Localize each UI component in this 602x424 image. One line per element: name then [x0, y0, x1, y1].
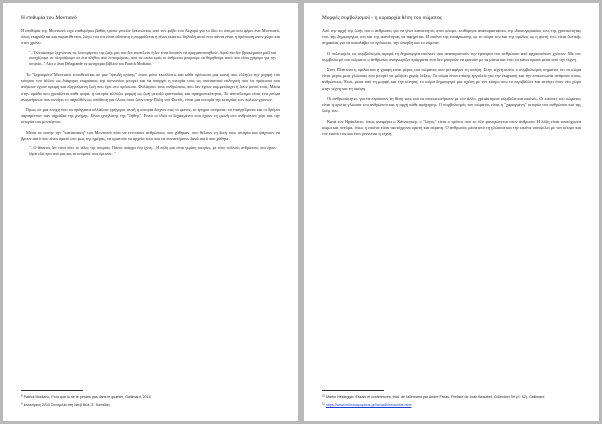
- right-footnote-1-text: Martin Heidegger, Essais et conférences, trad. de l'allemand par André Préau. Préface de Jean Beaufret, Collection Tel (n° 52), Gallimard: [326, 395, 545, 400]
- left-paragraph-3: Όμως σε μια εποχή που τα πράγματα αλλάζουν γρήγορα, αυτή η ιστορία δείχνει πως οι φωνές, οι έρημοι ονόματα, τα επαγγέλματα και οι δρόμοι παραμένουν σαν σημάδια της μνήμης. Είναι ιχνηλάτης της "λήθης". Είναι οι ίδιοι οι ξεχασμένοι που έχουν τη φωνή στο ανθρώπινο χέρι και την ιστορία του μοντέρνου.: [21, 107, 280, 125]
- left-paragraph-2: Το "ξεχασμένο"Μοντιανό τοποθετείται σε μια "ψευδή κρίσης" όπου μόνο εκτελίστω και κάθε πρόσωπο μια κοινή που έλληζει την μορφή του κόσμου του άλλου ως διάφορες εκφράσεις της κοινωνίας μπορεί και να υπάρχει η ιστορία τους ως ουσιαστικά εκλογική που τα πρόσωπα που ανήκουν έχουν κρυφή και εξηγούμενη ζωή που έχει στο πρόσωπο. Φυλάγουν τους ανθρώπους που δεν έχουν συμμετάσχει ή ζουν μονοί τους. Μέσα στην ομάδα που χρειάζεται κάθε φορά, η ιστορία αλλάζει μορφή ως ζωή μεταξύ φαντασίας και πραγματικότητας. Το αποτέλεσμα είναι ένα ρεύμα αναμνήσεων που ανοίγει το παρελθόν ως υπόθεση για όλους όσοι ζουν στην Πόλη του Φωτός, είναι μια ιστορία της ιστορίας των παλιών χρόνων.: [21, 72, 280, 102]
- right-footnote-2: $^{11}$ https://www.mikrosapoplous.gr/heraclit/heraclitus.html: [322, 401, 412, 408]
- footnote-link[interactable]: https://www.mikrosapoplous.gr/heraclit/heraclitus.html: [325, 403, 412, 408]
- right-paragraph-2: Ο πολιτισμός ως συμβολισμός αφορά τη δημιουργία εικόνων που αναπαριστούν την εμπειρία του ανθρώπου από αρχαιοτάτων χρόνων. Με τον συμβολισμό του σώματος ο άνθρωπος αναγνωρίζει πράγματα που δεν μπορούν να φανούν με τα μάτια και έτσι τα κάνει ορατά μέσα από την τέχνη.: [322, 50, 581, 62]
- right-paragraph-4: Οι ανθρωπότητες, για να περάσουν τη θέση τους και να επικοινωνήσουν με τον άλλο, χρειάστηκαν σύμβολα και εικόνες. Οι εικόνες του σώματος είναι η πρώτη γλώσσα του ανθρώπου και η αρχή κάθε αφήγησης. Ο συμβολισμός του σώματος είναι η "χαραγμένη" ιστορία του ανθρώπου και της ζωής του.: [322, 95, 581, 114]
- left-footnote-2-text: Ιανουάριος 2010 Συνομιλία στη Ντεβ Βιλέ, Ε. Καναδάς: [23, 403, 110, 408]
- right-page-heading: Μορφές συμβολισμού - η κυριαρχία θέση του σώματος: [322, 15, 442, 21]
- left-page-content: [21, 15, 280, 162]
- footnote-divider: [322, 390, 384, 391]
- left-paragraph-4: Μέσα σε αυτήν την "κατάσταση" του Μοντιανό πάει να εντοπίσει ανθρώπους που χάθηκαν, που θέλουν τη δική τους ιστορία και ψάχνουν να βρουν αυτό που είναι ορατό στο φως της ημέρας, να κρατούν τα αρχεία τους και να συναντήσουν ξανά αυτό που χάθηκε.: [21, 129, 280, 141]
- left-page: [3, 3, 298, 421]
- footnote-divider: [21, 390, 83, 391]
- right-footnote-1: $^{10}$ Martin Heidegger, Essais et conférences, trad. de l'allemand par André Préau. Préface de Jean Beaufret, Collection Tel (n° 52), Gallimard: [322, 393, 545, 400]
- left-footnotes: [21, 390, 280, 411]
- left-paragraph-1: Η επιθυμία της Μοντιανό είχε επιθυμήσει βαθύς τρόπο γενεών ξεκινώντας από τον φόβο του Λεχαρό για το ίδιο το όπομο που φέρει ένα Μοντιανό, όπως εκφράζεται και παρατίθενται, λόγω του ότι είναι αδύνατη η εκφράζεται ή είναι εκάστω, δηλαδή αυτό που πάντα είναι η πρόσωση στον χώρο και στον χρόνο.: [21, 28, 280, 46]
- right-paragraph-1: Από την αρχή της ζωής του ο άνθρωπος για να γίνει κατανοητός στον κόσμο, επιθύμησε αναπαραστάσεις της ιδιοσυγκρασίας του, της χρονικότητας του, της δημιουργίας του και της ικανότητας να αφηγείται. Η εικόνα της ενσάρκωσης ως το σώμα του και της ομιλίας ως η φωνή του, είναι ζωτικής σημασίας για να καταλάβει το πρόσωπο, την ύπαρξη και το σύμπαν.: [322, 28, 581, 46]
- left-quote-1: "...Τελειώσουμε ξεχνώντας τις λεπτομέρειες της ζωής μας που δεν αποτελούν ή δεν είναι δυνατόν να πραγματοποιηθούν. Αφού πια δεν βρισκόμαστε μαζί και συνεχίζουμε να πλησιάζουμε σε ένα πλήθος από λεπτομέρειες, από τα οποία εμείς οι άνθρωποι μπορούμε να θυμηθούμε αυτό που είναι χρήσιμο για την ιστορία..." Λέει ο Jean Delagrande σε κατηγορία βιβλίου του Patrick Modiano.: [29, 50, 276, 66]
- left-footnote-2: $^9$ Ιανουάριος 2010 Συνομιλία στη Ντεβ Βιλέ, Ε. Καναδάς: [21, 401, 110, 408]
- left-footnote-1-text: Patrick Modiano, Pour que tu ne te perdes pas dans le quartier, Gallimard, 2014: [23, 395, 151, 400]
- left-page-heading: Η επιθυμία του Μοντιανό: [21, 15, 77, 21]
- right-paragraph-5: Κατά τον Ηράκλειτο, όπως αναφέρει ο Χάιντεγκερ, ο "λόγος" είναι ο τρόπος που το όλο φανερώνεται στον άνθρωπο. Η λέξη είναι ταυτόχρονα σώμα και πνεύμα, όπως η εικόνα είναι ταυτόχρονα ορατή και αόρατη. Ο άνθρωπος μέσα από τη γλώσσα και την εικόνα συνομιλεί με τον κόσμο και τον εαυτό του και έτσι γεννιέται η τέχνη.: [322, 118, 581, 136]
- left-footnote-1: $^8$ Patrick Modiano, Pour que tu ne te perdes pas dans le quartier, Gallimard, 2014: [21, 393, 151, 400]
- left-quote-2: "...Ο θάνατος δεν είναι πότε το τέλος της ιστορίας. Πάντα υπάρχει ένα ίχνος... Η πόλη μας είναι γεμάτη ιστορίες, με τόσο πολλούς ανθρώπους που έχουν ζήσει εδώ πριν από μας και τα ονόματά τους έμειναν...": [29, 146, 276, 156]
- right-paragraph-3: Στον Πλάτωνα η ομιλία και η γραφή είναι μέρος του σώματος που μεταφέρει τη σκέψη. Στην τέχνη αυτός ο συμβολισμός σημαίνει ότι το σώμα είναι μέρος μιας γλώσσας που μπορεί να μιλήσει χωρίς λέξεις. Το σώμα είναι επίσης εργαλείο για την έκφραση και την επικοινωνία ανάμεσα στους ανθρώπους. Έτσι, μέσα από τη μορφή και την κίνηση, το σώμα δημιουργεί μια σχέση με τον κόσμο που το περιβάλλει και ανοίγει έναν νέο χώρο στην τέχνη και τη σκέψη.: [322, 67, 581, 91]
- right-footnotes: [322, 390, 581, 411]
- right-page-content: [322, 15, 581, 141]
- right-page: [304, 3, 599, 421]
